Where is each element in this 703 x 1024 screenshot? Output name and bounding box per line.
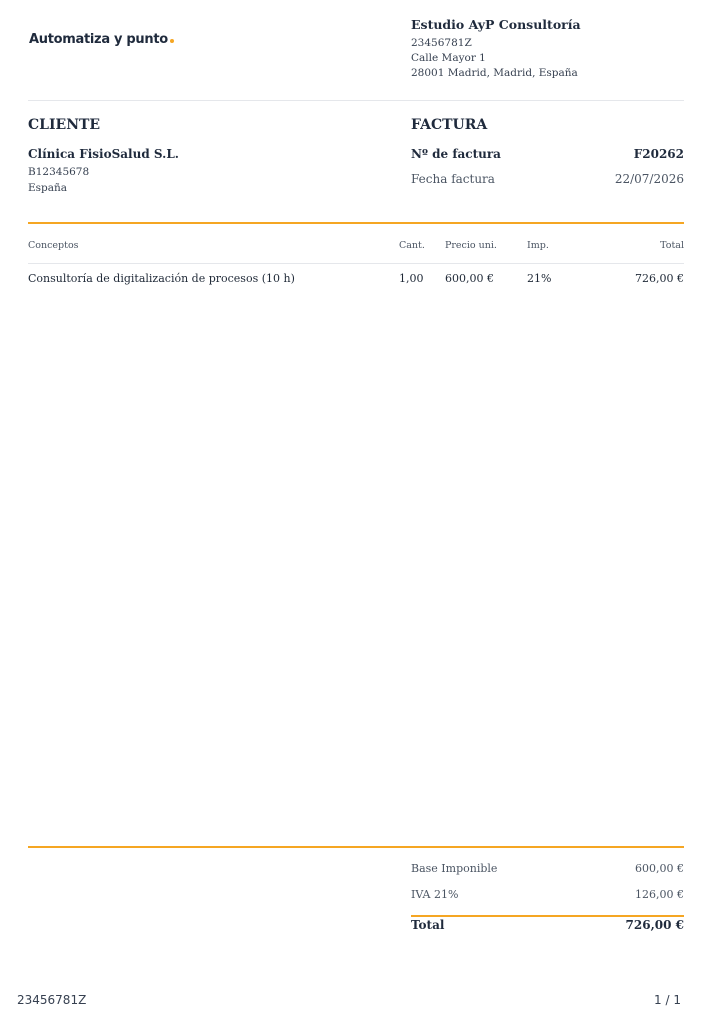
table-top-rule [28,222,684,224]
row-tax: 21% [527,272,552,285]
base-value: 600,00 € [635,862,684,875]
invoice-date-label: Fecha factura [411,172,495,186]
base-label: Base Imponible [411,862,498,875]
table-header-rule [28,263,684,264]
col-header-qty: Cant. [399,240,425,251]
client-tax-id: B12345678 [28,166,90,178]
client-name: Clínica FisioSalud S.L. [28,147,179,161]
invoice-number: F20262 [633,147,684,161]
totals-top-rule [28,846,684,848]
row-qty: 1,00 [399,272,424,285]
row-price: 600,00 € [445,272,494,285]
col-header-total: Total [660,240,684,251]
issuer-address-line1: Calle Mayor 1 [411,52,486,64]
invoice-heading: FACTURA [411,117,488,133]
issuer-name: Estudio AyP Consultoría [411,17,581,32]
invoice-number-label: Nº de factura [411,147,501,161]
header-divider [28,100,684,101]
client-country: España [28,182,68,194]
vat-label: IVA 21% [411,888,459,901]
client-heading: CLIENTE [28,117,101,133]
total-rule [411,915,684,917]
brand-logo [29,32,174,47]
total-label: Total [411,918,445,932]
vat-value: 126,00 € [635,888,684,901]
col-header-concepts: Conceptos [28,240,79,251]
page-number: 1 / 1 [654,993,681,1007]
row-total: 726,00 € [635,272,684,285]
invoice-date: 22/07/2026 [614,172,684,186]
issuer-tax-id: 23456781Z [411,37,472,49]
footer-tax-id: 23456781Z [17,993,87,1007]
issuer-address-line2: 28001 Madrid, Madrid, España [411,67,578,79]
row-concept: Consultoría de digitalización de procesos (10 h) [28,272,295,285]
logo-text: Automatiza y punto [29,32,168,47]
col-header-tax: Imp. [527,240,549,251]
logo-dot-icon [170,39,174,43]
col-header-price: Precio uni. [445,240,497,251]
total-value: 726,00 € [625,918,684,932]
